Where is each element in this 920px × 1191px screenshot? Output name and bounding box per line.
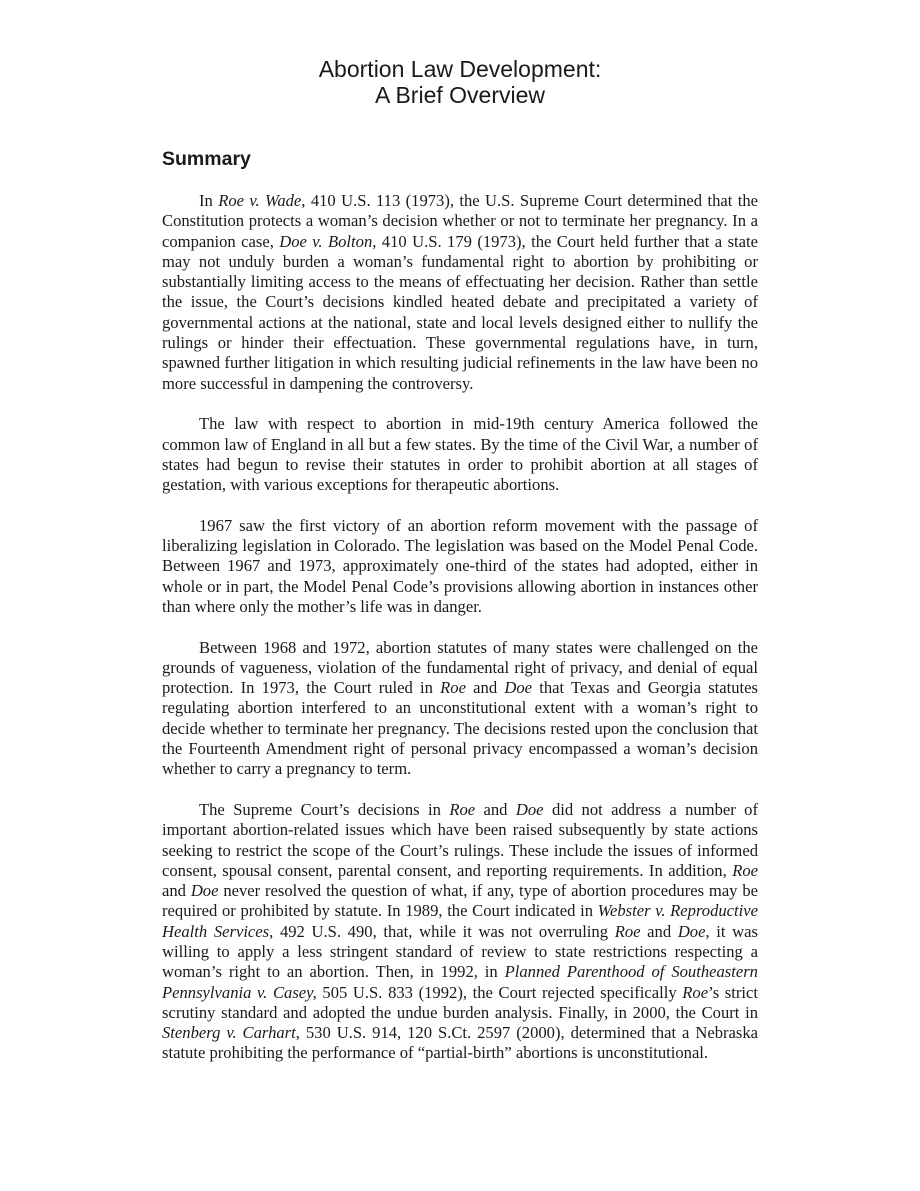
case-citation: Roe (449, 799, 476, 819)
title-line-2: A Brief Overview (375, 82, 545, 108)
text-run: and (475, 799, 516, 819)
text-run: did not address a number of important abortion-related issues which have been raised subsequently by state actions seeking to restrict the scope of the Court’s rulings. These include the issues of informed consent, spousal consent, parental consent, and reporting requirements. In addition, (162, 799, 758, 880)
summary-body (162, 191, 758, 1064)
paragraph (162, 638, 758, 780)
text-run: that Texas and Georgia statutes regulating abortion interfered to an unconstitutional extent with a woman’s right to decide whether to terminate her pregnancy. The decisions rested upon the conclusion that the Fourteenth Amendment right of personal privacy encompassed a woman’s decision whether to carry a pregnancy to term. (162, 678, 758, 779)
case-citation: Roe (614, 921, 641, 941)
text-run: , 530 U.S. 914, 120 S.Ct. 2597 (2000), determined that a Nebraska statute prohibiting the performance of “partial-birth” abortions is unconstitutional. (162, 1023, 759, 1063)
text-run: The Supreme Court’s decisions in (199, 799, 450, 819)
paragraph (162, 800, 758, 1064)
case-citation: Doe (515, 799, 544, 819)
text-run: , 410 U.S. 179 (1973), the Court held further that a state may not unduly burden a woman’s fundamental right to abortion by prohibiting or substantially limiting access to the means of effectuating her decision. Rather than settle the issue, the Court’s decisions kindled heated debate and precipitated a variety of governmental actions at the national, state and local levels designed either to nullify the rulings or hinder their effectuation. These governmental regulations have, in turn, spawned further litigation in which resulting judicial refinements in the law have been no more successful in dampening the controversy. (162, 231, 758, 393)
case-citation: Doe (190, 881, 219, 901)
text-run: 505 U.S. 833 (1992), the Court rejected specifically (316, 982, 683, 1002)
text-run: , 410 U.S. 113 (1973), the U.S. Supreme Court determined that the Constitution protects a woman’s decision whether or not to terminate her pregnancy. In a companion case, (162, 191, 758, 251)
paragraph (162, 414, 758, 495)
text-run: Between 1968 and 1972, abortion statutes of many states were challenged on the grounds of vagueness, violation of the fundamental right of privacy, and denial of equal protection. In 1973, the Court ruled in (162, 637, 758, 698)
text-run: 1967 saw the first victory of an abortion reform movement with the passage of liberalizing legislation in Colorado. The legislation was based on the Model Penal Code. Between 1967 and 1973, approximately one-third of the states had adopted, either in whole or in part, the Model Penal Code’s provisions allowing abortion in instances other than where only the mother’s life was in danger. (162, 515, 758, 616)
case-citation: Doe (677, 921, 706, 941)
text-run: and (162, 881, 191, 901)
text-run: and (640, 921, 678, 941)
paragraph (162, 516, 758, 617)
text-run: , it was willing to apply a less stringent standard of review to state restrictions respecting a woman’s right to an abortion. Then, in 1992, in (162, 921, 758, 982)
section-heading-summary: Summary (162, 148, 251, 170)
case-citation: Roe (682, 982, 709, 1002)
case-citation: Planned Parenthood of Southeastern Pennsylvania v. Casey, (162, 962, 758, 1002)
case-citation: Doe v. Bolton (279, 231, 373, 251)
document-title (162, 56, 758, 108)
paragraph (162, 191, 758, 394)
case-citation: Stenberg v. Carhart (162, 1023, 296, 1043)
case-citation: Roe (732, 860, 758, 880)
text-run: and (465, 678, 505, 698)
case-citation: Doe (504, 678, 532, 698)
case-citation: Roe (440, 678, 466, 698)
title-line-1: Abortion Law Development: (318, 56, 602, 82)
text-run: never resolved the question of what, if any, type of abortion procedures may be required or prohibited by statute. In 1989, the Court indicated in (162, 881, 758, 921)
text-run: , 492 U.S. 490, that, while it was not overruling (269, 921, 615, 941)
text-run: In (199, 191, 219, 210)
text-run: ’s strict scrutiny standard and adopted the undue burden analysis. Finally, in 2000, the Court in (162, 982, 758, 1022)
text-run: The law with respect to abortion in mid-19th century America followed the common law of England in all but a few states. By the time of the Civil War, a number of states had begun to revise their statutes in order to prohibit abortion at all stages of gestation, with various exceptions for therapeutic abortions. (162, 414, 758, 495)
case-citation: Roe v. Wade (218, 191, 302, 210)
case-citation: Webster v. Reproductive Health Services (162, 901, 758, 941)
